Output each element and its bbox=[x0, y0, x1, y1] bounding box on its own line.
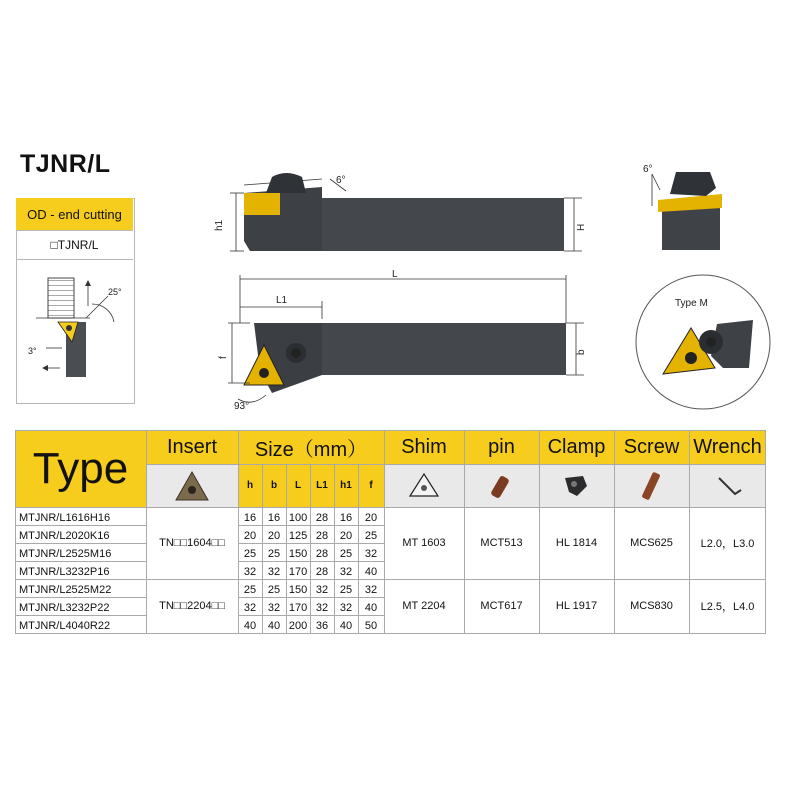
dim-h1-value: 32 bbox=[339, 602, 353, 614]
dim-L-value: 150 bbox=[288, 584, 308, 596]
dim-h-value: 32 bbox=[243, 566, 257, 578]
type-m-label: Type M bbox=[675, 298, 708, 309]
L1-label: L1 bbox=[276, 295, 288, 306]
dim-b-value: 32 bbox=[267, 566, 281, 578]
L-label: L bbox=[392, 269, 398, 280]
dim-L-value: 200 bbox=[288, 620, 308, 632]
grid-line bbox=[15, 507, 766, 508]
cutting-schematic bbox=[16, 260, 133, 402]
grid-line bbox=[689, 430, 690, 634]
b-label: b bbox=[576, 349, 587, 355]
screw-group-1: MCS625 bbox=[630, 537, 673, 549]
dim-f-value: 32 bbox=[364, 584, 378, 596]
grid-line bbox=[15, 430, 16, 634]
dim-b-value: 16 bbox=[267, 512, 281, 524]
dim-b-value: 25 bbox=[267, 584, 281, 596]
dim-b-value: 40 bbox=[267, 620, 281, 632]
grid-line bbox=[765, 430, 766, 634]
insert-group-2: TN□□2204□□ bbox=[159, 600, 225, 612]
shim-header: Shim bbox=[401, 435, 447, 458]
dim-b-header: b bbox=[270, 480, 278, 491]
grid-line bbox=[384, 430, 385, 634]
insert-group-1: TN□□1604□□ bbox=[159, 537, 225, 549]
grid-line bbox=[238, 597, 384, 598]
grid-line bbox=[146, 430, 147, 634]
dim-h-value: 40 bbox=[243, 620, 257, 632]
screw-group-2: MCS830 bbox=[630, 600, 673, 612]
spec-table bbox=[15, 430, 766, 651]
dim-L-value: 170 bbox=[288, 602, 308, 614]
shim-icon bbox=[384, 464, 464, 507]
dim-b-value: 20 bbox=[267, 530, 281, 542]
dim-h-header: h bbox=[246, 480, 254, 491]
grid-line bbox=[464, 430, 465, 634]
dim-h1-value: 32 bbox=[339, 566, 353, 578]
dim-b-value: 32 bbox=[267, 602, 281, 614]
holder-end-view bbox=[640, 160, 740, 255]
h1-label: h1 bbox=[214, 219, 225, 231]
type-cell: MTJNR/L1616H16 bbox=[19, 512, 111, 524]
grid-line bbox=[238, 561, 384, 562]
approach-angle-label: 25° bbox=[108, 287, 122, 297]
grid-line bbox=[358, 464, 359, 634]
dim-L1-value: 32 bbox=[315, 602, 329, 614]
dim-h1-value: 25 bbox=[339, 548, 353, 560]
type-cell: MTJNR/L2525M16 bbox=[19, 548, 112, 560]
grid-line bbox=[15, 561, 146, 562]
dim-L1-value: 28 bbox=[315, 530, 329, 542]
type-cell: MTJNR/L2020K16 bbox=[19, 530, 110, 542]
screw-icon bbox=[614, 464, 689, 507]
dim-h1-value: 40 bbox=[339, 620, 353, 632]
dim-L1-value: 28 bbox=[315, 548, 329, 560]
insert-header: Insert bbox=[166, 435, 218, 458]
grid-line bbox=[238, 615, 384, 616]
wrench-image-cell bbox=[689, 464, 766, 507]
H-label: H bbox=[576, 223, 587, 231]
top-angle-label: 6° bbox=[336, 175, 346, 186]
type-cell: MTJNR/L2525M22 bbox=[19, 584, 112, 596]
clamp-icon bbox=[539, 464, 614, 507]
grid-line bbox=[15, 633, 766, 634]
dim-L-value: 170 bbox=[288, 566, 308, 578]
dim-L1-header: L1 bbox=[316, 480, 328, 491]
grid-line bbox=[238, 430, 239, 634]
wrench-group-2: L2.5，L4.0 bbox=[700, 601, 755, 613]
grid-line bbox=[539, 430, 540, 634]
grid-line bbox=[15, 615, 146, 616]
dim-f-value: 50 bbox=[364, 620, 378, 632]
dim-f-value: 32 bbox=[364, 548, 378, 560]
grid-line bbox=[238, 525, 384, 526]
dim-h-value: 25 bbox=[243, 548, 257, 560]
dim-L1-value: 28 bbox=[315, 512, 329, 524]
grid-line bbox=[15, 597, 146, 598]
clamp-group-1: HL 1814 bbox=[555, 537, 598, 549]
clamp-header: Clamp bbox=[547, 435, 606, 458]
holder-top-view bbox=[218, 269, 600, 415]
dim-b-value: 25 bbox=[267, 548, 281, 560]
insert-image-cell bbox=[146, 464, 238, 507]
grid-line bbox=[614, 430, 615, 634]
dim-f-value: 25 bbox=[364, 530, 378, 542]
f-label: f bbox=[218, 356, 229, 359]
type-cell: MTJNR/L3232P22 bbox=[19, 602, 110, 614]
grid-line bbox=[262, 464, 263, 634]
screw-header: Screw bbox=[623, 435, 680, 458]
clamp-group-2: HL 1917 bbox=[555, 600, 598, 612]
wrench-group-1: L2.0，L3.0 bbox=[700, 538, 755, 550]
dim-h-value: 32 bbox=[243, 602, 257, 614]
dim-h-value: 25 bbox=[243, 584, 257, 596]
grid-line bbox=[15, 525, 146, 526]
wrench-header: Wrench bbox=[693, 435, 762, 458]
holder-code: □TJNR/L bbox=[16, 231, 133, 260]
dim-f-value: 40 bbox=[364, 602, 378, 614]
dim-f-value: 40 bbox=[364, 566, 378, 578]
dim-L1-value: 28 bbox=[315, 566, 329, 578]
type-cell: MTJNR/L4040R22 bbox=[19, 620, 111, 632]
wrench-icon bbox=[689, 464, 766, 507]
dim-f-header: f bbox=[369, 480, 373, 491]
pin-group-1: MCT513 bbox=[480, 537, 523, 549]
dim-h1-value: 20 bbox=[339, 530, 353, 542]
pin-group-2: MCT617 bbox=[480, 600, 523, 612]
shim-group-2: MT 2204 bbox=[402, 600, 446, 612]
dim-h1-value: 25 bbox=[339, 584, 353, 596]
product-title: TJNR/L bbox=[20, 150, 111, 178]
cutting-mode-label: OD - end cutting bbox=[16, 198, 133, 231]
type-header: Type bbox=[15, 430, 146, 507]
dim-h1-value: 16 bbox=[339, 512, 353, 524]
pin-header: pin bbox=[488, 435, 515, 458]
grid-line bbox=[238, 543, 384, 544]
type-cell: MTJNR/L3232P16 bbox=[19, 566, 110, 578]
dim-L-value: 100 bbox=[288, 512, 308, 524]
insert-icon bbox=[146, 464, 238, 507]
shim-image-cell bbox=[384, 464, 464, 507]
dim-L1-value: 32 bbox=[315, 584, 329, 596]
grid-line bbox=[334, 464, 335, 634]
lead-angle-label: 93° bbox=[234, 401, 250, 412]
dim-L1-value: 36 bbox=[315, 620, 329, 632]
screw-image-cell bbox=[614, 464, 689, 507]
shim-group-1: MT 1603 bbox=[402, 537, 446, 549]
clamp-image-cell bbox=[539, 464, 614, 507]
dim-f-value: 20 bbox=[364, 512, 378, 524]
grid-line bbox=[15, 543, 146, 544]
grid-line bbox=[286, 464, 287, 634]
pin-icon bbox=[464, 464, 539, 507]
dim-h1-header: h1 bbox=[340, 480, 352, 491]
holder-side-view bbox=[210, 165, 590, 260]
dim-L-header: L bbox=[294, 480, 302, 491]
grid-line bbox=[15, 430, 766, 431]
pin-image-cell bbox=[464, 464, 539, 507]
grid-line bbox=[15, 579, 766, 580]
type-m-detail bbox=[633, 272, 773, 412]
dim-L-value: 125 bbox=[288, 530, 308, 542]
dim-h-value: 20 bbox=[243, 530, 257, 542]
dim-h-value: 16 bbox=[243, 512, 257, 524]
grid-line bbox=[310, 464, 311, 634]
size-header: Size（mm） bbox=[254, 438, 368, 461]
clearance-angle-label: 3° bbox=[28, 346, 37, 356]
dim-L-value: 150 bbox=[288, 548, 308, 560]
grid-line bbox=[146, 464, 766, 465]
side-angle-label: 6° bbox=[643, 164, 653, 175]
